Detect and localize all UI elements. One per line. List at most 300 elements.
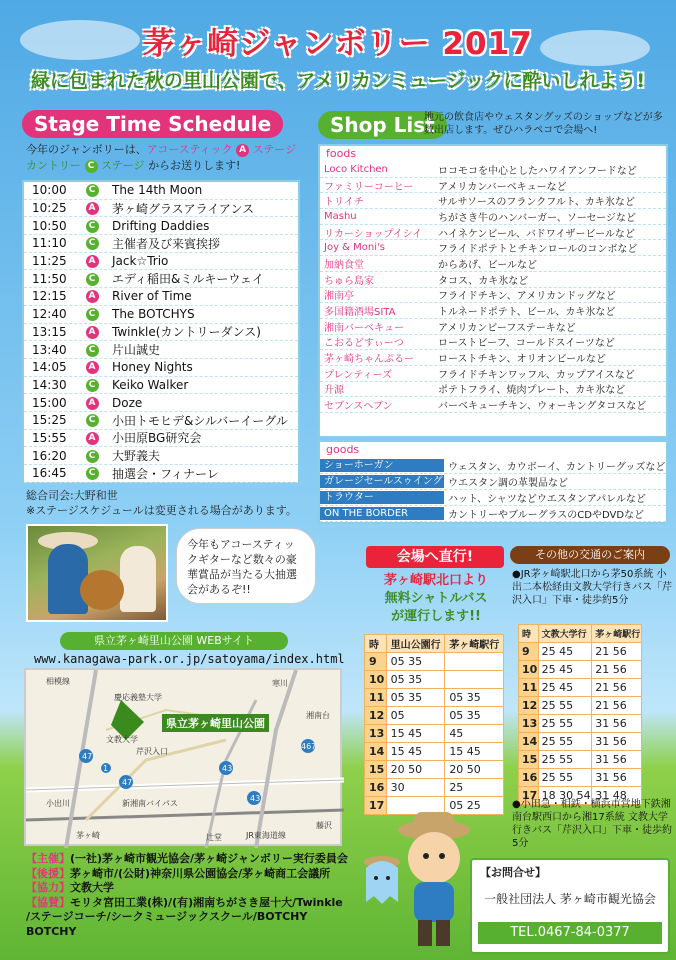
schedule-row — [24, 253, 298, 271]
shop-row — [320, 319, 666, 335]
shop-desc: フライドチキンワッフル、カップアイスなど — [438, 369, 635, 381]
stage-badge-icon: C — [86, 414, 99, 427]
shop-desc: フライドポテトとチキンロールのコンボなど — [438, 244, 638, 256]
schedule-time: 10:50 — [32, 218, 67, 233]
timetable-hour: 12 — [365, 707, 387, 725]
stage-badge — [72, 431, 112, 445]
timetable-cell: 25 — [445, 779, 504, 797]
stage-badge-icon: C — [86, 273, 99, 286]
stage-word: ステージ — [101, 159, 145, 172]
schedule-time: 12:40 — [32, 307, 67, 322]
shuttle-timetable — [364, 634, 504, 815]
shop-row — [320, 382, 666, 398]
credit-label: 【協力】 — [26, 881, 70, 894]
stage-badge — [72, 343, 112, 357]
timetable-cell: 05 35 — [386, 671, 445, 689]
timetable-cell: 31 48 — [592, 787, 642, 805]
performer-name: 片山誠史 — [112, 343, 161, 358]
shop-name: Mashu — [324, 210, 357, 222]
stage-badge-icon: A — [86, 326, 99, 339]
timetable-cell: 25 55 — [538, 769, 592, 787]
shuttle-line: が運行します!! — [391, 609, 481, 624]
timetable-hour: 10 — [365, 671, 387, 689]
timetable-row — [519, 661, 642, 679]
contact-box — [470, 858, 670, 954]
timetable-cell — [445, 653, 504, 671]
stage-badge-icon: C — [86, 467, 99, 480]
schedule-row — [24, 306, 298, 324]
goods-row — [320, 458, 666, 474]
timetable-row — [365, 707, 504, 725]
timetable-cell: 05 — [386, 707, 445, 725]
map-label: 相模線 — [46, 677, 70, 686]
timetable-cell: 05 35 — [386, 653, 445, 671]
performer-name: The 14th Moon — [112, 183, 203, 198]
shop-desc: ロコモコを中心としたハワイアンフードなど — [438, 165, 637, 177]
shuttle-line: 無料シャトルバス — [384, 591, 488, 606]
stage-badge — [72, 272, 112, 286]
timetable-hour: 15 — [519, 751, 539, 769]
guitar-icon — [80, 570, 124, 610]
schedule-time: 16:45 — [32, 466, 67, 481]
stage-badge — [72, 396, 112, 410]
shop-name: プレンティーズ — [324, 369, 393, 381]
shop-desc: ポテトフライ、焼肉プレート、カキ氷など — [438, 385, 626, 397]
goods-row — [320, 490, 666, 506]
foods-list — [318, 144, 668, 438]
timetable-cell: 20 50 — [386, 761, 445, 779]
performers-photo — [26, 524, 168, 622]
performer-name: 小田原BG研究会 — [112, 431, 202, 446]
timetable-hour: 16 — [519, 769, 539, 787]
route-number: 467 — [301, 742, 317, 751]
schedule-time: 10:00 — [32, 183, 67, 198]
performer-name: Keiko Walker — [112, 377, 189, 392]
timetable-cell: 15 45 — [445, 743, 504, 761]
schedule-time: 15:00 — [32, 395, 67, 410]
map-roads — [26, 670, 344, 848]
timetable-hour: 10 — [519, 661, 539, 679]
timetable-cell: 21 56 — [592, 661, 642, 679]
foods-label: foods — [326, 147, 357, 160]
bus-timetable — [518, 624, 642, 805]
performer-name: 小田トモヒデ&シルバーイーグル — [112, 413, 288, 428]
shop-name: トリイチ — [324, 197, 364, 209]
shop-name: 加納食堂 — [324, 259, 364, 271]
timetable-cell: 05 35 — [445, 689, 504, 707]
cowboy-mascot-icon — [392, 812, 472, 952]
map-park-label: 県立茅ヶ崎里山公園 — [162, 714, 269, 732]
route-number: 1 — [103, 764, 109, 773]
schedule-row — [24, 182, 298, 200]
speech-bubble: 今年もアコースティックギターなど数々の豪華賞品が当たる大抽選会があるぞ!! — [176, 528, 316, 604]
stage-badge-icon: C — [86, 184, 99, 197]
credit-text: /ステージコーチ/シークミュージックスクール/BOTCHY BOTCHY — [26, 910, 308, 938]
map-label: 慶応義塾大学 — [114, 693, 162, 702]
shop-desc: トルネードポテト、ビール、カキ氷など — [438, 307, 616, 319]
schedule-time: 14:05 — [32, 360, 67, 375]
host-text: 総合司会:大野和世 — [26, 489, 118, 502]
performer-figure — [120, 546, 156, 612]
country-label: カントリー — [26, 159, 81, 172]
shop-row — [320, 397, 666, 413]
timetable-hour: 11 — [365, 689, 387, 707]
schedule-time: 13:15 — [32, 324, 67, 339]
credit-line — [26, 867, 356, 882]
timetable-row — [519, 733, 642, 751]
shop-desc: ハイネケンビール、バドワイザービールなど — [438, 228, 635, 240]
timetable-header-cell: 時 — [519, 625, 539, 643]
schedule-time: 12:15 — [32, 289, 67, 304]
timetable-cell: 30 — [386, 779, 445, 797]
timetable-hour: 9 — [365, 653, 387, 671]
map-label: 茅ヶ崎 — [76, 831, 100, 840]
schedule-row — [24, 447, 298, 465]
route-number: 47 — [122, 778, 133, 787]
shop-name: 茅ヶ崎ちゃんぷるー — [324, 354, 414, 366]
shop-row — [320, 350, 666, 366]
timetable-header-cell: 茅ヶ崎駅行 — [592, 625, 642, 643]
shop-desc: フライドチキン、アメリカンドッグなど — [438, 291, 616, 303]
performer-name: 大野義夫 — [112, 449, 161, 464]
schedule-row — [24, 394, 298, 412]
timetable-cell: 05 35 — [386, 689, 445, 707]
timetable-cell: 25 45 — [538, 661, 592, 679]
timetable-cell: 31 56 — [592, 733, 642, 751]
stage-badge-icon: A — [86, 202, 99, 215]
other-transport-text: ●JR茅ヶ崎駅北口から茅50系統 小出二本松経由文教大学行きバス「芹沢入口」下車・徒歩約5分 — [512, 569, 672, 606]
timetable-row — [365, 761, 504, 779]
shop-name: ファミリーコーヒー — [324, 181, 414, 193]
performer-name: Twinkle(カントリーダンス) — [112, 325, 261, 340]
stage-badge-icon: A — [86, 361, 99, 374]
schedule-row — [24, 200, 298, 218]
performer-name: 主催者及び来賓挨拶 — [112, 236, 221, 251]
other-transport-heading: その他の交通のご案内 — [510, 546, 670, 564]
shop-desc: ローストチキン、オリオンビールなど — [438, 354, 606, 366]
timetable-hour: 11 — [519, 679, 539, 697]
timetable-cell: 25 55 — [538, 697, 592, 715]
intro-text-2: からお送りします! — [148, 159, 241, 172]
shop-name: セブンスヘブン — [324, 401, 393, 413]
schedule-time: 16:20 — [32, 448, 67, 463]
timetable-row — [519, 715, 642, 733]
schedule-row — [24, 324, 298, 342]
timetable-hour: 17 — [519, 787, 539, 805]
timetable-cell — [445, 671, 504, 689]
schedule-time: 15:55 — [32, 430, 67, 445]
route-number: 43 — [250, 794, 261, 803]
credit-text: (一社)茅ヶ崎市観光協会/茅ヶ崎ジャンボリー実行委員会 — [70, 852, 348, 865]
schedule-row — [24, 430, 298, 448]
timetable-cell: 31 56 — [592, 715, 642, 733]
shop-row — [320, 303, 666, 319]
shop-row — [320, 162, 666, 178]
shop-row — [320, 288, 666, 304]
stage-word: ステージ — [252, 143, 297, 156]
performer-name: River of Time — [112, 289, 192, 304]
stage-badge — [72, 307, 112, 321]
timetable-hour: 14 — [519, 733, 539, 751]
stage-badge — [72, 254, 112, 268]
schedule-time: 11:50 — [32, 271, 67, 286]
shop-name: Joy & Moni's — [324, 242, 385, 254]
schedule-time: 10:25 — [32, 201, 67, 216]
schedule-note: ※ステージスケジュールは変更される場合があります。 — [26, 504, 297, 517]
direct-label: 会場へ直行! — [366, 546, 504, 568]
acoustic-label: アコースティック — [146, 143, 233, 156]
shop-name: こおるどすぃーつ — [324, 338, 404, 350]
shop-name: Loco Kitchen — [324, 163, 388, 175]
stage-badge-icon: C — [86, 450, 99, 463]
map-label: 文教大学 — [106, 735, 138, 744]
stage-badge — [72, 183, 112, 197]
stage-badge — [72, 360, 112, 374]
performer-name: Honey Nights — [112, 360, 193, 375]
access-map — [24, 668, 342, 846]
page-title: 茅ヶ崎ジャンボリー 2017 — [143, 26, 533, 62]
timetable-cell: 25 45 — [538, 679, 592, 697]
timetable-hour: 15 — [365, 761, 387, 779]
stage-badge-icon: A — [86, 255, 99, 268]
schedule-row — [24, 377, 298, 395]
shuttle-text — [366, 572, 506, 626]
stage-badge-icon: C — [86, 220, 99, 233]
shop-row — [320, 209, 666, 225]
schedule-row — [24, 217, 298, 235]
stage-badge — [72, 325, 112, 339]
credit-line — [26, 852, 356, 867]
schedule-row — [24, 288, 298, 306]
map-label: 寒川 — [272, 679, 288, 688]
schedule-row — [24, 270, 298, 288]
timetable-cell: 21 56 — [592, 679, 642, 697]
timetable-hour: 17 — [365, 797, 387, 815]
goods-shop-desc: ウェスタン、カウボーイ、カントリーグッズなど — [448, 462, 666, 473]
timetable-header-cell: 里山公園行 — [386, 635, 445, 653]
shop-row — [320, 193, 666, 209]
shuttle-line: 茅ヶ崎駅北口より — [383, 573, 488, 588]
shop-row — [320, 272, 666, 288]
shop-row — [320, 335, 666, 351]
stage-badge-icon: A — [86, 432, 99, 445]
timetable-cell: 45 — [445, 725, 504, 743]
shop-desc: からあげ、ビールなど — [438, 259, 537, 271]
website-url[interactable]: www.kanagawa-park.or.jp/satoyama/index.html — [34, 652, 345, 666]
stage-badge — [72, 378, 112, 392]
goods-list — [318, 440, 668, 524]
timetable-row — [519, 697, 642, 715]
goods-shop-name: ショーホーガン — [320, 459, 444, 472]
timetable-row — [365, 725, 504, 743]
shop-desc: アメリカンビーフステーキなど — [438, 322, 576, 334]
intro-text: 今年のジャンボリーは、 — [26, 143, 147, 156]
performer-name: 茅ヶ崎グラスアライアンス — [112, 201, 255, 216]
stage-badge — [72, 219, 112, 233]
credit-line — [26, 910, 356, 939]
route-number: 43 — [222, 764, 233, 773]
stage-badge-icon: A — [86, 397, 99, 410]
contact-phone[interactable]: TEL.0467-84-0377 — [478, 922, 662, 944]
goods-shop-desc: カントリーやブルーグラスのCDやDVDなど — [448, 510, 645, 521]
shop-desc: ローストビーフ、コールドスイーツなど — [438, 338, 615, 350]
credits — [26, 852, 356, 939]
stage-badge — [72, 449, 112, 463]
timetable-cell: 25 55 — [538, 733, 592, 751]
credit-text: モリタ宮田工業(株)/(有)湘南ちがさき屋十大/Twinkle — [70, 895, 343, 909]
timetable-cell: 31 56 — [592, 751, 642, 769]
timetable-row — [519, 751, 642, 769]
shop-list-heading: Shop List — [318, 111, 447, 139]
goods-shop-desc: ハット、シャツなどウエスタンアパレルなど — [448, 494, 646, 505]
page-subtitle: 緑に包まれた秋の里山公園で、アメリカンミュージックに酔いしれよう! — [30, 70, 646, 92]
timetable-hour: 9 — [519, 643, 539, 661]
shop-row — [320, 240, 666, 256]
timetable-cell: 15 45 — [386, 743, 445, 761]
map-label: 藤沢 — [316, 821, 332, 830]
timetable-header-cell: 時 — [365, 635, 387, 653]
stage-badge-icon: C — [86, 237, 99, 250]
timetable-header — [519, 625, 642, 643]
timetable-hour: 13 — [365, 725, 387, 743]
timetable-row — [519, 643, 642, 661]
shop-name: ちゅら島家 — [324, 275, 374, 287]
timetable-row — [519, 769, 642, 787]
timetable-row — [519, 679, 642, 697]
timetable-cell: 25 55 — [538, 715, 592, 733]
shop-name: リカーショップイシイ — [324, 228, 423, 240]
stage-badge — [72, 413, 112, 427]
website-label: 県立茅ヶ崎里山公園 WEBサイト — [60, 632, 288, 650]
shop-row — [320, 256, 666, 272]
schedule-row — [24, 235, 298, 253]
credit-line — [26, 896, 356, 911]
shop-name: 湘南亭 — [324, 291, 354, 303]
timetable-hour: 14 — [365, 743, 387, 761]
timetable-cell: 20 50 — [445, 761, 504, 779]
shop-desc: タコス、カキ氷など — [438, 275, 529, 287]
credit-label: 【協賛】 — [26, 895, 70, 909]
timetable-row — [365, 671, 504, 689]
credit-label: 【主催】 — [26, 852, 70, 865]
stage-badge-icon: A — [86, 290, 99, 303]
map-label: 小出川 — [46, 799, 70, 808]
timetable-hour: 12 — [519, 697, 539, 715]
performer-name: エディ稲田&ミルキーウェイ — [112, 272, 264, 287]
timetable-cell: 21 56 — [592, 643, 642, 661]
shop-desc: アメリカンバーベキューなど — [438, 181, 567, 193]
map-label: JR東海道線 — [246, 831, 286, 840]
stage-badge-icon: C — [86, 344, 99, 357]
timetable-header-cell: 文教大学行 — [538, 625, 592, 643]
timetable-cell: 05 25 — [445, 797, 504, 815]
shop-description: 地元の飲食店やウェスタングッズのショップなどが多数出店します。ぜひハラペコで会場へ! — [424, 112, 663, 136]
timetable-cell: 05 35 — [445, 707, 504, 725]
shop-name: 多国籍酒場SITA — [324, 307, 396, 319]
map-label: 辻堂 — [206, 833, 222, 842]
timetable-header-cell: 茅ヶ崎駅行 — [445, 635, 504, 653]
contact-label: 【お問合せ】 — [480, 866, 546, 879]
credit-text: 文教大学 — [70, 881, 114, 894]
route-number: 47 — [82, 752, 93, 761]
badge-c-icon: C — [85, 160, 98, 173]
timetable-header — [365, 635, 504, 653]
timetable-cell: 25 45 — [538, 643, 592, 661]
timetable-hour: 13 — [519, 715, 539, 733]
shop-name: 湘南バーベキュー — [324, 322, 404, 334]
shop-name: 升源 — [324, 385, 344, 397]
host-note — [26, 488, 297, 518]
goods-shop-name: トラウター — [320, 491, 444, 504]
shop-row — [320, 178, 666, 194]
performer-name: Drifting Daddies — [112, 218, 210, 233]
goods-shop-name: ガレージセールスゥイングドッグ — [320, 475, 444, 488]
stage-badge — [72, 201, 112, 215]
credit-line — [26, 881, 356, 896]
map-label: 湘南台 — [306, 711, 330, 720]
schedule-row — [24, 412, 298, 430]
shop-row — [320, 225, 666, 241]
timetable-cell: 18 30 54 — [538, 787, 592, 805]
ghost-mascot-icon — [360, 848, 404, 908]
shop-desc: バーベキューチキン、ウォーキングタコスなど — [438, 401, 647, 413]
schedule-time: 14:30 — [32, 377, 67, 392]
schedule-table — [22, 180, 300, 484]
map-label: 芹沢入口 — [136, 747, 168, 756]
goods-shop-desc: ウエスタン調の革製品など — [448, 478, 568, 489]
stage-badge — [72, 236, 112, 250]
schedule-time: 13:40 — [32, 342, 67, 357]
stage-badge — [72, 466, 112, 480]
stage-badge-icon: C — [86, 379, 99, 392]
timetable-cell: 31 56 — [592, 769, 642, 787]
shop-desc: ちがさき牛のハンバーガー、ソーセージなど — [438, 212, 636, 224]
stage-badge — [72, 289, 112, 303]
schedule-time: 15:25 — [32, 413, 67, 428]
timetable-hour: 16 — [365, 779, 387, 797]
timetable-row — [365, 779, 504, 797]
goods-row — [320, 506, 666, 522]
timetable-row — [365, 689, 504, 707]
shop-row — [320, 366, 666, 382]
badge-a-icon: A — [236, 144, 249, 157]
schedule-row — [24, 341, 298, 359]
credit-label: 【後援】 — [26, 866, 70, 880]
shop-desc: サルサソースのフランクフルト、カキ氷など — [438, 197, 635, 209]
stage-intro — [26, 142, 316, 174]
schedule-time: 11:25 — [32, 254, 67, 269]
performer-name: 抽選会・フィナーレ — [112, 466, 219, 481]
timetable-cell: 15 45 — [386, 725, 445, 743]
performer-name: Doze — [112, 395, 143, 410]
timetable-cell: 21 56 — [592, 697, 642, 715]
goods-shop-name: ON THE BORDER — [320, 507, 444, 520]
performer-name: The BOTCHYS — [112, 307, 195, 322]
timetable-row — [365, 743, 504, 761]
schedule-row — [24, 465, 298, 483]
timetable-cell: 25 55 — [538, 751, 592, 769]
credit-text: 茅ヶ崎市/(公財)神奈川県公園協会/茅ヶ崎商工会議所 — [70, 866, 331, 880]
stage-schedule-heading: Stage Time Schedule — [22, 110, 283, 138]
stage-badge-icon: C — [86, 308, 99, 321]
goods-label: goods — [326, 443, 360, 456]
map-label: 新湘南バイパス — [122, 799, 178, 808]
timetable-row — [365, 653, 504, 671]
goods-row — [320, 474, 666, 490]
contact-org: 一般社団法人 茅ヶ崎市観光協会 — [484, 892, 656, 906]
performer-name: Jack☆Trio — [112, 254, 169, 269]
schedule-time: 11:10 — [32, 236, 67, 251]
